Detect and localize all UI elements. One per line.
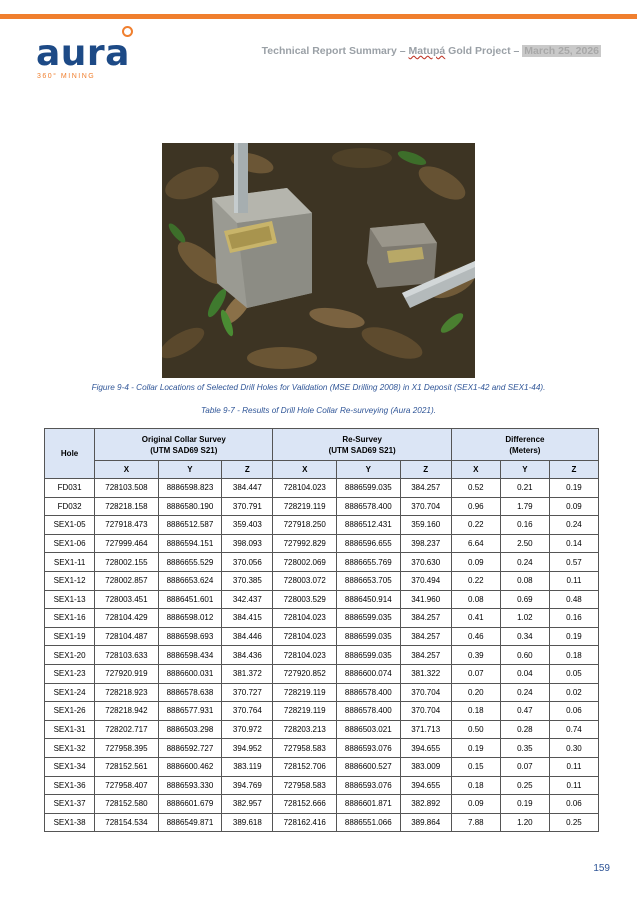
- header-hole: Hole: [45, 429, 95, 479]
- value-cell: 1.20: [500, 813, 549, 832]
- value-cell: 0.21: [500, 479, 549, 498]
- value-cell: 0.34: [500, 627, 549, 646]
- value-cell: 0.19: [549, 627, 598, 646]
- value-cell: 8886655.529: [158, 553, 222, 572]
- value-cell: 8886600.074: [337, 664, 401, 683]
- page-number: 159: [593, 863, 610, 874]
- value-cell: 728104.023: [273, 479, 337, 498]
- value-cell: 8886592.727: [158, 739, 222, 758]
- hole-id-cell: SEX1-24: [45, 683, 95, 702]
- value-cell: 8886596.655: [337, 534, 401, 553]
- value-cell: 370.764: [222, 702, 273, 721]
- table-row: [45, 627, 599, 646]
- table-row: [45, 534, 599, 553]
- header-accent-bar: [0, 14, 637, 19]
- value-cell: 0.52: [451, 479, 500, 498]
- sub-header-cell: X: [95, 461, 159, 479]
- value-cell: 8886580.190: [158, 497, 222, 516]
- logo-tagline: 360° MINING: [37, 73, 96, 80]
- table-row: [45, 757, 599, 776]
- header-resurvey: [273, 429, 451, 461]
- value-cell: 370.704: [400, 497, 451, 516]
- hole-id-cell: SEX1-37: [45, 795, 95, 814]
- value-cell: 0.19: [500, 795, 549, 814]
- value-cell: 0.11: [549, 776, 598, 795]
- value-cell: 727999.464: [95, 534, 159, 553]
- value-cell: 370.385: [222, 571, 273, 590]
- value-cell: 728104.429: [95, 609, 159, 628]
- value-cell: 0.14: [549, 534, 598, 553]
- value-cell: 0.22: [451, 516, 500, 535]
- value-cell: 8886593.076: [337, 776, 401, 795]
- value-cell: 383.119: [222, 757, 273, 776]
- value-cell: 0.24: [549, 516, 598, 535]
- value-cell: 370.704: [400, 683, 451, 702]
- value-cell: 384.257: [400, 646, 451, 665]
- table-row: [45, 776, 599, 795]
- value-cell: 727992.829: [273, 534, 337, 553]
- report-header-title: [262, 45, 601, 57]
- value-cell: 8886593.076: [337, 739, 401, 758]
- hole-id-cell: SEX1-32: [45, 739, 95, 758]
- value-cell: 384.436: [222, 646, 273, 665]
- value-cell: 727958.395: [95, 739, 159, 758]
- header-difference-line1: Difference: [505, 434, 545, 444]
- value-cell: 394.769: [222, 776, 273, 795]
- value-cell: 341.960: [400, 590, 451, 609]
- value-cell: 0.20: [451, 683, 500, 702]
- value-cell: 0.50: [451, 720, 500, 739]
- value-cell: 8886578.638: [158, 683, 222, 702]
- hole-id-cell: FD031: [45, 479, 95, 498]
- value-cell: 727958.407: [95, 776, 159, 795]
- value-cell: 370.704: [400, 702, 451, 721]
- value-cell: 728152.706: [273, 757, 337, 776]
- sub-header-cell: X: [451, 461, 500, 479]
- table-row: [45, 553, 599, 572]
- value-cell: 728152.561: [95, 757, 159, 776]
- value-cell: 384.257: [400, 627, 451, 646]
- value-cell: 0.11: [549, 757, 598, 776]
- hole-id-cell: SEX1-20: [45, 646, 95, 665]
- value-cell: 359.160: [400, 516, 451, 535]
- value-cell: 370.727: [222, 683, 273, 702]
- value-cell: 728104.487: [95, 627, 159, 646]
- value-cell: 1.79: [500, 497, 549, 516]
- value-cell: 0.48: [549, 590, 598, 609]
- value-cell: 0.18: [451, 702, 500, 721]
- value-cell: 0.09: [451, 553, 500, 572]
- value-cell: 394.952: [222, 739, 273, 758]
- value-cell: 8886598.693: [158, 627, 222, 646]
- value-cell: 727920.852: [273, 664, 337, 683]
- value-cell: 8886512.431: [337, 516, 401, 535]
- value-cell: 728154.534: [95, 813, 159, 832]
- value-cell: 0.60: [500, 646, 549, 665]
- value-cell: 0.07: [500, 757, 549, 776]
- hole-id-cell: SEX1-26: [45, 702, 95, 721]
- value-cell: 8886451.601: [158, 590, 222, 609]
- table-row: [45, 795, 599, 814]
- header-title-middle: Gold Project –: [445, 45, 523, 57]
- value-cell: 0.25: [500, 776, 549, 795]
- value-cell: 728104.023: [273, 627, 337, 646]
- value-cell: 389.864: [400, 813, 451, 832]
- value-cell: 0.11: [549, 571, 598, 590]
- header-resurvey-line2: (UTM SAD69 S21): [328, 445, 396, 455]
- drill-collar-photo: [162, 143, 475, 378]
- value-cell: 727920.919: [95, 664, 159, 683]
- value-cell: 384.257: [400, 479, 451, 498]
- value-cell: 8886593.330: [158, 776, 222, 795]
- value-cell: 359.403: [222, 516, 273, 535]
- value-cell: 8886551.066: [337, 813, 401, 832]
- value-cell: 728152.666: [273, 795, 337, 814]
- value-cell: 0.16: [549, 609, 598, 628]
- hole-id-cell: SEX1-16: [45, 609, 95, 628]
- hole-id-cell: SEX1-38: [45, 813, 95, 832]
- header-original-survey: [95, 429, 273, 461]
- value-cell: 728002.857: [95, 571, 159, 590]
- sub-header-cell: Y: [337, 461, 401, 479]
- value-cell: 382.892: [400, 795, 451, 814]
- value-cell: 728218.923: [95, 683, 159, 702]
- value-cell: 0.74: [549, 720, 598, 739]
- value-cell: 727958.583: [273, 776, 337, 795]
- value-cell: 728003.072: [273, 571, 337, 590]
- hole-id-cell: SEX1-19: [45, 627, 95, 646]
- value-cell: 8886600.527: [337, 757, 401, 776]
- value-cell: 0.05: [549, 664, 598, 683]
- value-cell: 1.02: [500, 609, 549, 628]
- table-row: [45, 646, 599, 665]
- value-cell: 0.69: [500, 590, 549, 609]
- sub-header-cell: Z: [400, 461, 451, 479]
- value-cell: 8886594.151: [158, 534, 222, 553]
- value-cell: 8886655.769: [337, 553, 401, 572]
- value-cell: 8886599.035: [337, 627, 401, 646]
- header-difference-line2: (Meters): [509, 445, 541, 455]
- hole-id-cell: SEX1-05: [45, 516, 95, 535]
- value-cell: 398.093: [222, 534, 273, 553]
- value-cell: 0.02: [549, 683, 598, 702]
- hole-id-cell: SEX1-11: [45, 553, 95, 572]
- table-row: [45, 702, 599, 721]
- value-cell: 370.791: [222, 497, 273, 516]
- sub-header-cell: X: [273, 461, 337, 479]
- value-cell: 0.04: [500, 664, 549, 683]
- value-cell: 384.447: [222, 479, 273, 498]
- value-cell: 394.655: [400, 776, 451, 795]
- value-cell: 0.24: [500, 683, 549, 702]
- value-cell: 383.009: [400, 757, 451, 776]
- value-cell: 728203.213: [273, 720, 337, 739]
- value-cell: 728002.155: [95, 553, 159, 572]
- value-cell: 728218.942: [95, 702, 159, 721]
- value-cell: 727918.473: [95, 516, 159, 535]
- hole-id-cell: SEX1-34: [45, 757, 95, 776]
- value-cell: 728219.119: [273, 683, 337, 702]
- header-difference: [451, 429, 598, 461]
- value-cell: 0.08: [451, 590, 500, 609]
- value-cell: 728162.416: [273, 813, 337, 832]
- value-cell: 0.18: [451, 776, 500, 795]
- value-cell: 0.28: [500, 720, 549, 739]
- value-cell: 8886549.871: [158, 813, 222, 832]
- table-row: [45, 479, 599, 498]
- value-cell: 0.06: [549, 795, 598, 814]
- header-resurvey-line1: Re-Survey: [342, 434, 382, 444]
- value-cell: 0.39: [451, 646, 500, 665]
- header-project-name: Matupá: [408, 45, 446, 57]
- hole-id-cell: SEX1-06: [45, 534, 95, 553]
- value-cell: 8886598.823: [158, 479, 222, 498]
- sub-header-cell: Z: [549, 461, 598, 479]
- aura-logo: [36, 26, 156, 82]
- value-cell: 727918.250: [273, 516, 337, 535]
- value-cell: 8886598.434: [158, 646, 222, 665]
- value-cell: 8886599.035: [337, 646, 401, 665]
- value-cell: 370.494: [400, 571, 451, 590]
- header-title-prefix: Technical Report Summary –: [261, 45, 409, 57]
- table-row: [45, 571, 599, 590]
- value-cell: 0.25: [549, 813, 598, 832]
- table-row: [45, 590, 599, 609]
- value-cell: 8886600.462: [158, 757, 222, 776]
- logo-wordmark: aura: [36, 33, 130, 74]
- value-cell: 728103.508: [95, 479, 159, 498]
- collar-resurvey-table: [44, 428, 599, 832]
- value-cell: 0.35: [500, 739, 549, 758]
- value-cell: 0.47: [500, 702, 549, 721]
- value-cell: 0.46: [451, 627, 500, 646]
- value-cell: 728003.451: [95, 590, 159, 609]
- value-cell: 8886601.871: [337, 795, 401, 814]
- table-row: [45, 516, 599, 535]
- value-cell: 0.96: [451, 497, 500, 516]
- value-cell: 0.57: [549, 553, 598, 572]
- header-report-date: March 25, 2026: [524, 45, 599, 57]
- value-cell: 8886601.679: [158, 795, 222, 814]
- value-cell: 8886578.400: [337, 497, 401, 516]
- hole-id-cell: SEX1-31: [45, 720, 95, 739]
- value-cell: 8886577.931: [158, 702, 222, 721]
- value-cell: 370.972: [222, 720, 273, 739]
- value-cell: 0.22: [451, 571, 500, 590]
- value-cell: 8886599.035: [337, 479, 401, 498]
- value-cell: 8886653.624: [158, 571, 222, 590]
- value-cell: 0.30: [549, 739, 598, 758]
- value-cell: 0.15: [451, 757, 500, 776]
- value-cell: 381.372: [222, 664, 273, 683]
- logo-circle-mark: [122, 26, 133, 37]
- value-cell: 384.257: [400, 609, 451, 628]
- value-cell: 728202.717: [95, 720, 159, 739]
- value-cell: 8886503.298: [158, 720, 222, 739]
- hole-id-cell: SEX1-12: [45, 571, 95, 590]
- drill-collar-photo-image: [162, 143, 475, 378]
- value-cell: 8886578.400: [337, 683, 401, 702]
- sub-header-cell: Y: [158, 461, 222, 479]
- value-cell: 728104.023: [273, 609, 337, 628]
- value-cell: 370.630: [400, 553, 451, 572]
- value-cell: 382.957: [222, 795, 273, 814]
- hole-id-cell: FD032: [45, 497, 95, 516]
- value-cell: 0.16: [500, 516, 549, 535]
- sub-header-cell: Z: [222, 461, 273, 479]
- value-cell: 0.18: [549, 646, 598, 665]
- header-original-line2: (UTM SAD69 S21): [150, 445, 218, 455]
- header-original-line1: Original Collar Survey: [141, 434, 226, 444]
- figure-caption: Figure 9-4 - Collar Locations of Selected Drill Holes for Validation (MSE Drilling 2008) in X1 Deposit (SEX1-42 and SEX1-44).: [91, 383, 546, 392]
- sub-header-cell: Y: [500, 461, 549, 479]
- value-cell: 384.415: [222, 609, 273, 628]
- hole-id-cell: SEX1-36: [45, 776, 95, 795]
- value-cell: 8886503.021: [337, 720, 401, 739]
- value-cell: 8886578.400: [337, 702, 401, 721]
- value-cell: 728219.119: [273, 497, 337, 516]
- table-row: [45, 813, 599, 832]
- sub-header-row: [45, 461, 599, 479]
- value-cell: 370.056: [222, 553, 273, 572]
- value-cell: 394.655: [400, 739, 451, 758]
- value-cell: 389.618: [222, 813, 273, 832]
- value-cell: 728103.633: [95, 646, 159, 665]
- value-cell: 728152.580: [95, 795, 159, 814]
- value-cell: 0.41: [451, 609, 500, 628]
- value-cell: 0.24: [500, 553, 549, 572]
- value-cell: 342.437: [222, 590, 273, 609]
- value-cell: 2.50: [500, 534, 549, 553]
- table-body: [45, 479, 599, 832]
- value-cell: 381.322: [400, 664, 451, 683]
- value-cell: 8886512.587: [158, 516, 222, 535]
- value-cell: 7.88: [451, 813, 500, 832]
- value-cell: 728104.023: [273, 646, 337, 665]
- value-cell: 0.07: [451, 664, 500, 683]
- hole-id-cell: SEX1-23: [45, 664, 95, 683]
- value-cell: 728218.158: [95, 497, 159, 516]
- value-cell: 727958.583: [273, 739, 337, 758]
- value-cell: 8886450.914: [337, 590, 401, 609]
- value-cell: 0.08: [500, 571, 549, 590]
- value-cell: 0.19: [451, 739, 500, 758]
- value-cell: 0.06: [549, 702, 598, 721]
- value-cell: 384.446: [222, 627, 273, 646]
- value-cell: 728002.069: [273, 553, 337, 572]
- value-cell: 728003.529: [273, 590, 337, 609]
- table-row: [45, 609, 599, 628]
- value-cell: 0.09: [451, 795, 500, 814]
- value-cell: 0.09: [549, 497, 598, 516]
- table-row: [45, 739, 599, 758]
- table-caption: Table 9-7 - Results of Drill Hole Collar Re-surveying (Aura 2021).: [201, 406, 436, 415]
- table-row: [45, 683, 599, 702]
- table-row: [45, 664, 599, 683]
- value-cell: 398.237: [400, 534, 451, 553]
- table-row: [45, 720, 599, 739]
- table-row: [45, 497, 599, 516]
- value-cell: 6.64: [451, 534, 500, 553]
- value-cell: 8886653.705: [337, 571, 401, 590]
- value-cell: 728219.119: [273, 702, 337, 721]
- value-cell: 8886599.035: [337, 609, 401, 628]
- value-cell: 8886600.031: [158, 664, 222, 683]
- value-cell: 371.713: [400, 720, 451, 739]
- value-cell: 0.19: [549, 479, 598, 498]
- hole-id-cell: SEX1-13: [45, 590, 95, 609]
- value-cell: 8886598.012: [158, 609, 222, 628]
